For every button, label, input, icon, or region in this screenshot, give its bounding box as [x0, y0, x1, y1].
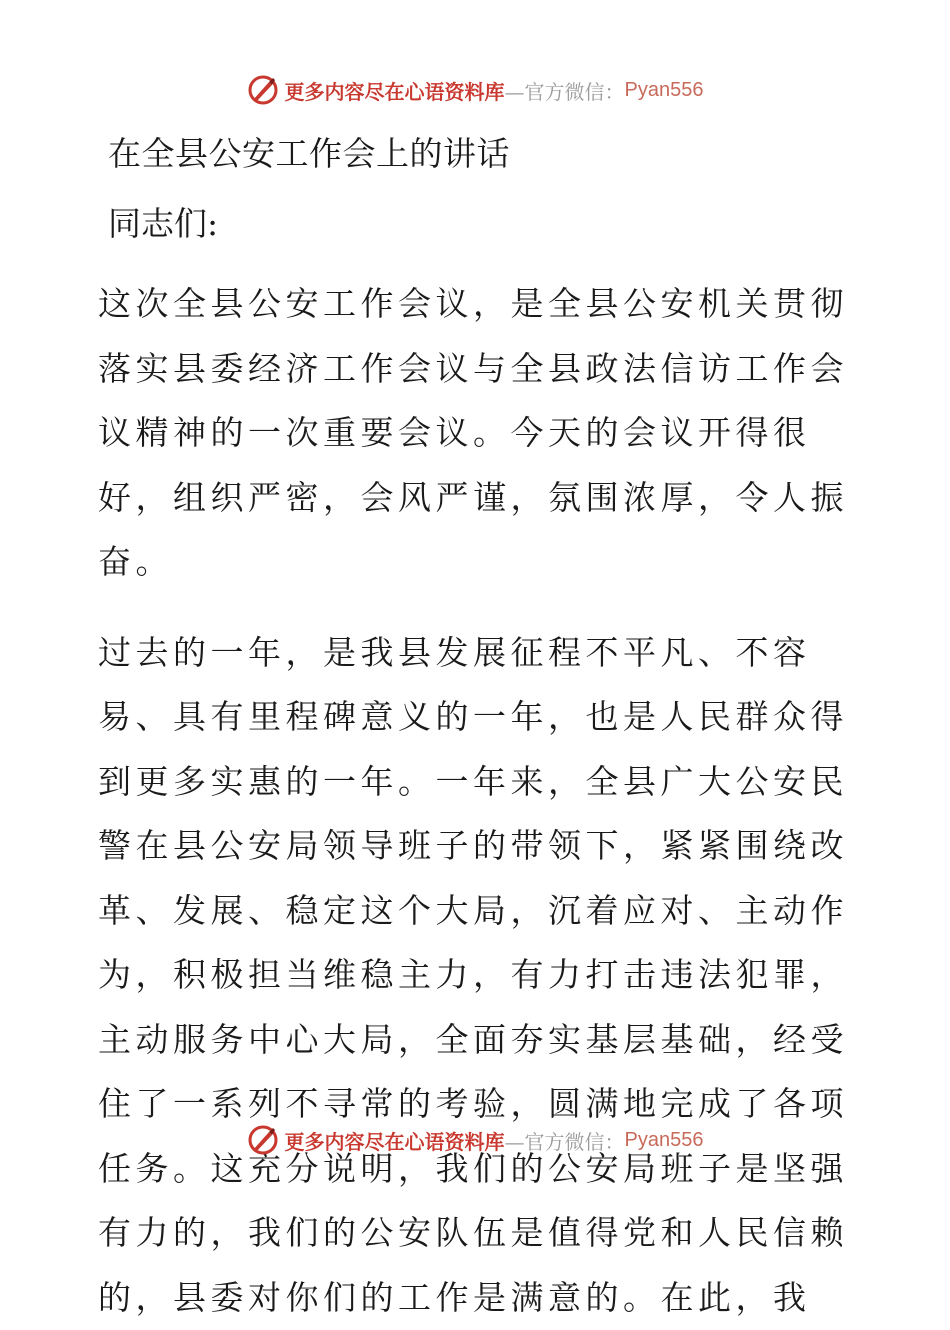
- pen-circle-logo-icon: [247, 1124, 279, 1156]
- watermark-main-text: 更多内容尽在心语资料库: [285, 1126, 505, 1155]
- document-salutation: 同志们:: [108, 198, 858, 250]
- paragraph-2: 过去的一年，是我县发展征程不平凡、不容易、具有里程碑意义的一年，也是人民群众得到更多实惠的一年。一年来，全县广大公安民警在县公安局领导班子的带领下，紧紧围绕改革、发展、稳定这个大局，沉着应对、主动作为，积极担当维稳主力，有力打击违法犯罪，主动服务中心大局，全面夯实基层基础，经受住了一系列不寻常的考验，圆满地完成了各项任务。这充分说明，我们的公安局班子是坚强有力的，我们的公安队伍是值得党和人民信赖的，县委对你们的工作是满意的。在此，我: [98, 621, 858, 1330]
- watermark-sub-text: —官方微信：: [505, 76, 625, 105]
- document-title: 在全县公安工作会上的讲话: [108, 128, 858, 180]
- watermark-main-text: 更多内容尽在心语资料库: [285, 76, 505, 105]
- paragraph-1: 这次全县公安工作会议，是全县公安机关贯彻落实县委经济工作会议与全县政法信访工作会议精神的一次重要会议。今天的会议开得很好，组织严密，会风严谨，氛围浓厚，令人振奋。: [98, 272, 858, 595]
- pen-circle-logo-icon: [247, 74, 279, 106]
- watermark-wechat-id: Pyan556: [625, 79, 704, 102]
- watermark-sub-text: —官方微信：: [505, 1126, 625, 1155]
- watermark-banner-bottom: [0, 1120, 950, 1160]
- watermark-wechat-id: Pyan556: [625, 1129, 704, 1152]
- watermark-banner-top: [0, 70, 950, 110]
